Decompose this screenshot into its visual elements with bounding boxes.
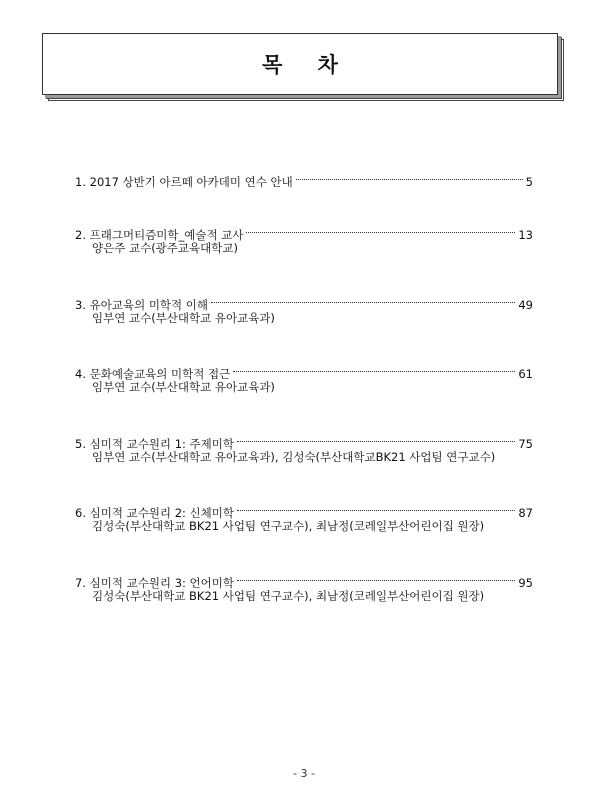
dot-leader: [246, 221, 515, 239]
toc-page-number: 13: [518, 228, 533, 242]
toc-line: [75, 430, 533, 451]
toc-page-number: 61: [518, 367, 533, 381]
dot-leader: [296, 168, 523, 186]
toc-entry-1[interactable]: [75, 168, 533, 189]
toc-entry-3[interactable]: [75, 291, 533, 327]
toc-author: 양은주 교수(광주교육대학교): [92, 241, 238, 255]
toc-page-number: 87: [518, 506, 533, 520]
toc-author: 임부연 교수(부산대학교 유아교육과): [92, 311, 275, 325]
dot-leader: [211, 291, 515, 309]
toc-page-number: 5: [525, 175, 533, 189]
toc-label: 7. 심미적 교수원리 3: 언어미학: [75, 576, 234, 590]
toc-author: 임부연 교수(부산대학교 유아교육과): [92, 380, 275, 394]
toc-line: [75, 360, 533, 381]
toc-label: 4. 문화예술교육의 미학적 접근: [75, 367, 231, 381]
toc-line: [75, 499, 533, 520]
toc-author: 김성숙(부산대학교 BK21 사업팀 연구교수), 최남정(코레일부산어린이집 원장): [92, 519, 485, 533]
title-box: [42, 33, 558, 95]
toc-entry-6[interactable]: [75, 499, 533, 535]
toc-page-number: 75: [518, 437, 533, 451]
toc-entry-4[interactable]: [75, 360, 533, 396]
toc-author: 김성숙(부산대학교 BK21 사업팀 연구교수), 최남정(코레일부산어린이집 원장): [92, 589, 485, 603]
dot-leader: [233, 360, 515, 378]
toc-label: 1. 2017 상반기 아르떼 아카데미 연수 안내: [75, 175, 293, 189]
page-title: 목 차: [262, 53, 352, 77]
dot-leader: [237, 499, 515, 517]
toc-label: 6. 심미적 교수원리 2: 신체미학: [75, 506, 234, 520]
toc-page-number: 49: [518, 298, 533, 312]
toc-entry-7[interactable]: [75, 569, 533, 605]
toc-author: 임부연 교수(부산대학교 유아교육과), 김성숙(부산대학교BK21 사업팀 연구교수): [92, 450, 496, 464]
dot-leader: [237, 569, 515, 587]
toc-page-number: 95: [518, 576, 533, 590]
page-number-footer: - 3 -: [293, 767, 315, 780]
toc-label: 2. 프래그머티즘미학_예술적 교사: [75, 228, 244, 242]
toc-line: [75, 221, 533, 242]
toc-line: [75, 569, 533, 590]
toc-entry-5[interactable]: [75, 430, 533, 466]
toc-label: 5. 심미적 교수원리 1: 주제미학: [75, 437, 234, 451]
toc-line: [75, 168, 533, 189]
toc-label: 3. 유아교육의 미학적 이해: [75, 298, 209, 312]
toc-entry-2[interactable]: [75, 221, 533, 257]
toc-line: [75, 291, 533, 312]
dot-leader: [237, 430, 515, 448]
